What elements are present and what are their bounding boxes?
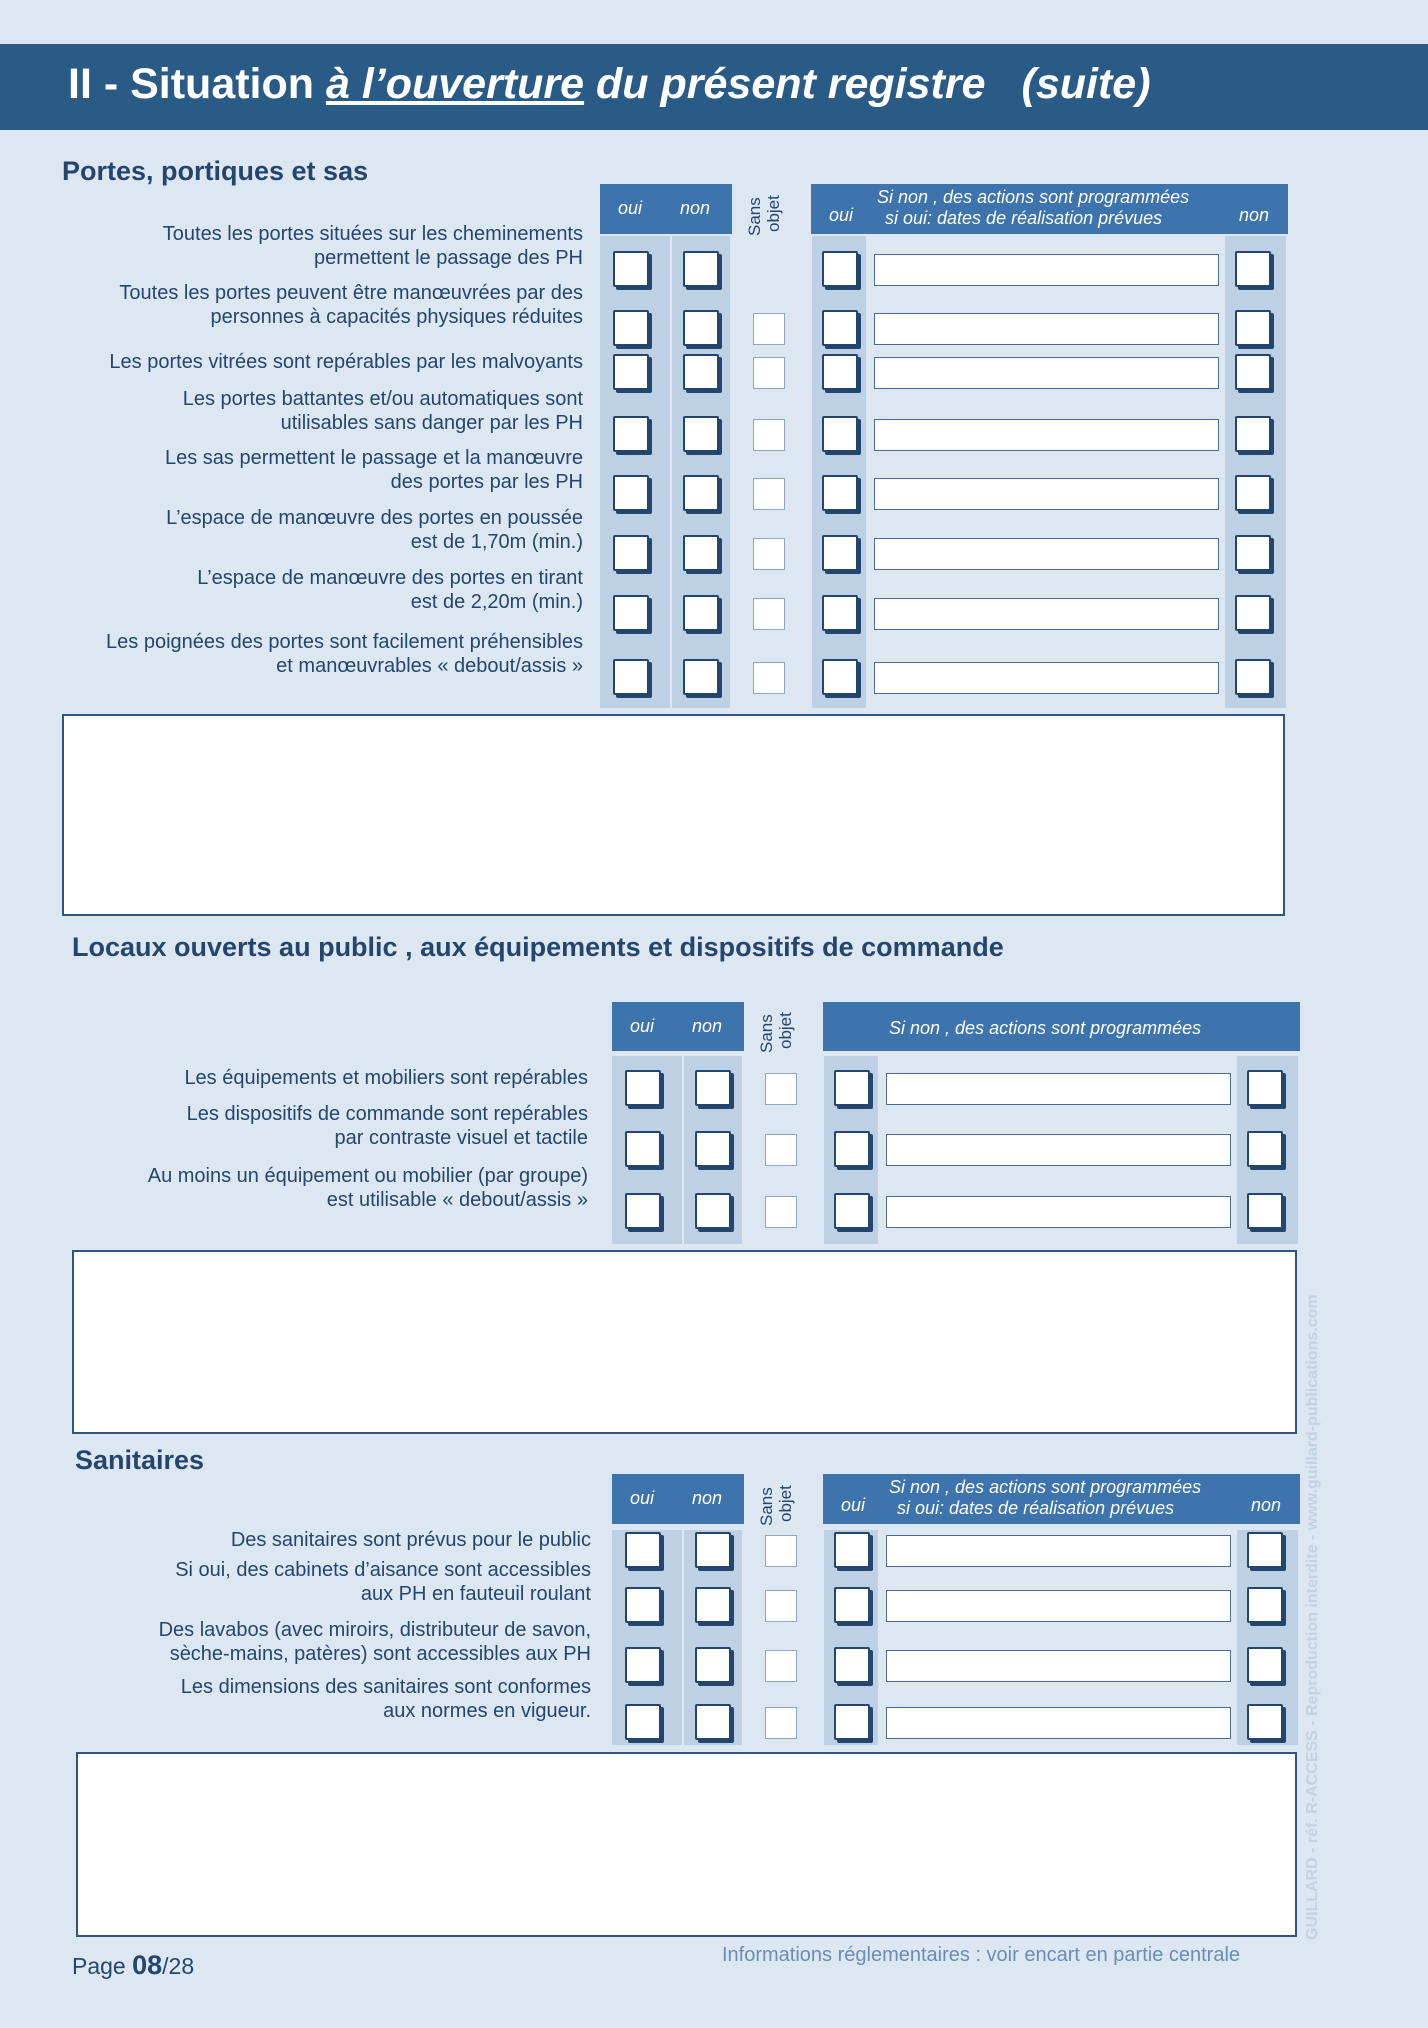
row-label: Les portes vitrées sont repérables par les malvoyants bbox=[109, 351, 583, 373]
checkbox-non[interactable] bbox=[683, 659, 719, 695]
checkbox-sans-objet[interactable] bbox=[765, 1535, 797, 1567]
checkbox-action-non[interactable] bbox=[1235, 535, 1271, 571]
checkbox-action-oui[interactable] bbox=[834, 1532, 870, 1568]
col-non2-bg bbox=[1225, 236, 1286, 708]
title-prefix: II - Situation bbox=[68, 60, 326, 108]
header-actions bbox=[823, 1474, 1300, 1524]
row-label: Les équipements et mobiliers sont repérables bbox=[184, 1067, 588, 1089]
date-field[interactable] bbox=[886, 1196, 1231, 1228]
checkbox-non[interactable] bbox=[695, 1131, 731, 1167]
notes-box[interactable] bbox=[62, 714, 1285, 916]
col-non-bg bbox=[672, 236, 730, 708]
header-sans-objet: Sans objet bbox=[745, 195, 783, 236]
checkbox-sans-objet[interactable] bbox=[753, 419, 785, 451]
row-label: Les dimensions des sanitaires sont conformes aux normes en vigueur. bbox=[180, 1676, 591, 1722]
header-actions-line1: Si non , des actions sont programmées bbox=[877, 187, 1190, 207]
header-oui2: oui bbox=[829, 205, 854, 225]
header-oui: oui bbox=[630, 1015, 655, 1036]
checkbox-oui[interactable] bbox=[613, 416, 649, 452]
date-field[interactable] bbox=[886, 1073, 1231, 1105]
checkbox-action-oui[interactable] bbox=[822, 310, 858, 346]
row-label: Des lavabos (avec miroirs, distributeur de savon, sèche-mains, patères) sont accessibles aux PH bbox=[158, 1619, 591, 1665]
checkbox-sans-objet[interactable] bbox=[765, 1590, 797, 1622]
date-field[interactable] bbox=[886, 1535, 1231, 1567]
header-actions bbox=[823, 1002, 1300, 1051]
title-suffix: (suite) bbox=[1021, 60, 1151, 108]
checkbox-sans-objet[interactable] bbox=[765, 1707, 797, 1739]
checkbox-non[interactable] bbox=[683, 475, 719, 511]
checkbox-non[interactable] bbox=[695, 1647, 731, 1683]
date-field[interactable] bbox=[874, 538, 1219, 570]
row-label: Toutes les portes peuvent être manœuvrées par des personnes à capacités physiques réduites bbox=[119, 282, 583, 328]
checkbox-action-oui[interactable] bbox=[822, 595, 858, 631]
checkbox-non[interactable] bbox=[683, 310, 719, 346]
checkbox-sans-objet[interactable] bbox=[753, 538, 785, 570]
checkbox-action-oui[interactable] bbox=[822, 475, 858, 511]
checkbox-non[interactable] bbox=[695, 1070, 731, 1106]
checkbox-oui[interactable] bbox=[625, 1070, 661, 1106]
date-field[interactable] bbox=[886, 1707, 1231, 1739]
checkbox-non[interactable] bbox=[683, 595, 719, 631]
header-oui: oui bbox=[630, 1488, 655, 1508]
checkbox-sans-objet[interactable] bbox=[753, 313, 785, 345]
date-field[interactable] bbox=[874, 419, 1219, 451]
page-banner bbox=[0, 44, 1428, 130]
checkbox-action-oui[interactable] bbox=[834, 1131, 870, 1167]
row-label: L’espace de manœuvre des portes en poussée est de 1,70m (min.) bbox=[166, 507, 583, 553]
row-label: Si oui, des cabinets d’aisance sont accessibles aux PH en fauteuil roulant bbox=[175, 1559, 591, 1605]
header-non: non bbox=[680, 198, 711, 218]
row-label: Au moins un équipement ou mobilier (par groupe) est utilisable « debout/assis » bbox=[147, 1165, 588, 1211]
header-sans-objet: Sans objet bbox=[757, 1012, 795, 1053]
checkbox-non[interactable] bbox=[683, 535, 719, 571]
checkbox-non[interactable] bbox=[695, 1193, 731, 1229]
checkbox-sans-objet[interactable] bbox=[753, 662, 785, 694]
checkbox-oui[interactable] bbox=[613, 535, 649, 571]
date-field[interactable] bbox=[886, 1134, 1231, 1166]
checkbox-oui[interactable] bbox=[613, 595, 649, 631]
checkbox-action-non[interactable] bbox=[1247, 1704, 1283, 1740]
checkbox-action-oui[interactable] bbox=[822, 251, 858, 287]
header-actions-line2: si oui: dates de réalisation prévues bbox=[885, 208, 1163, 228]
checkbox-sans-objet[interactable] bbox=[753, 478, 785, 510]
header-actions bbox=[811, 184, 1288, 234]
checkbox-action-non[interactable] bbox=[1247, 1587, 1283, 1623]
header-non: non bbox=[692, 1488, 723, 1508]
checkbox-oui[interactable] bbox=[625, 1532, 661, 1568]
checkbox-sans-objet[interactable] bbox=[753, 357, 785, 389]
checkbox-oui[interactable] bbox=[625, 1587, 661, 1623]
title-emphasis: à l’ouverture bbox=[325, 60, 585, 108]
checkbox-action-non[interactable] bbox=[1247, 1193, 1283, 1229]
row-label: Des sanitaires sont prévus pour le public bbox=[230, 1529, 591, 1551]
section-title: Portes, portiques et sas bbox=[62, 156, 369, 186]
title-middle: du présent registre bbox=[584, 60, 986, 108]
checkbox-non[interactable] bbox=[683, 354, 719, 390]
header-oui-non bbox=[600, 184, 732, 234]
header-oui2: oui bbox=[841, 1495, 866, 1515]
row-label: Toutes les portes situées sur les cheminements permettent le passage des PH bbox=[162, 223, 583, 269]
checkbox-action-non[interactable] bbox=[1247, 1070, 1283, 1106]
checkbox-sans-objet[interactable] bbox=[765, 1073, 797, 1105]
checkbox-sans-objet[interactable] bbox=[765, 1196, 797, 1228]
col-oui2-bg bbox=[812, 236, 866, 708]
checkbox-sans-objet[interactable] bbox=[765, 1650, 797, 1682]
header-actions-line2: si oui: dates de réalisation prévues bbox=[897, 1498, 1175, 1518]
date-field[interactable] bbox=[886, 1590, 1231, 1622]
checkbox-non[interactable] bbox=[695, 1587, 731, 1623]
col-oui-bg bbox=[600, 236, 670, 708]
checkbox-action-non[interactable] bbox=[1235, 659, 1271, 695]
checkbox-action-oui[interactable] bbox=[822, 416, 858, 452]
header-non2: non bbox=[1239, 205, 1270, 225]
row-label: Les sas permettent le passage et la manœuvre des portes par les PH bbox=[165, 447, 583, 493]
checkbox-action-non[interactable] bbox=[1235, 416, 1271, 452]
checkbox-action-non[interactable] bbox=[1235, 475, 1271, 511]
checkbox-action-non[interactable] bbox=[1247, 1532, 1283, 1568]
checkbox-action-oui[interactable] bbox=[834, 1193, 870, 1229]
row-label: Les poignées des portes sont facilement préhensibles et manœuvrables « debout/assis » bbox=[106, 631, 583, 677]
header-non: non bbox=[692, 1015, 723, 1036]
checkbox-action-non[interactable] bbox=[1235, 595, 1271, 631]
checkbox-action-non[interactable] bbox=[1235, 251, 1271, 287]
vertical-copyright: GUILLARD - réf. R-ACCESS - Reproduction interdite - www.guillard-publications.com bbox=[1304, 1294, 1321, 1940]
date-field[interactable] bbox=[874, 254, 1219, 286]
notes-box[interactable] bbox=[76, 1752, 1297, 1937]
header-sans-objet: Sans objet bbox=[757, 1485, 795, 1526]
row-label: Les dispositifs de commande sont repérables par contraste visuel et tactile bbox=[186, 1103, 588, 1149]
page-title bbox=[68, 60, 1151, 109]
row-label: Les portes battantes et/ou automatiques sont utilisables sans danger par les PH bbox=[182, 388, 583, 434]
header-oui: oui bbox=[618, 198, 643, 218]
date-field[interactable] bbox=[874, 598, 1219, 630]
row-label: L’espace de manœuvre des portes en tirant est de 2,20m (min.) bbox=[197, 567, 583, 613]
notes-box[interactable] bbox=[72, 1250, 1297, 1434]
checkbox-oui[interactable] bbox=[625, 1647, 661, 1683]
checkbox-oui[interactable] bbox=[625, 1704, 661, 1740]
header-actions-line1: Si non , des actions sont programmées bbox=[889, 1017, 1202, 1038]
checkbox-action-oui[interactable] bbox=[834, 1647, 870, 1683]
checkbox-action-non[interactable] bbox=[1235, 310, 1271, 346]
checkbox-action-oui[interactable] bbox=[822, 659, 858, 695]
checkbox-non[interactable] bbox=[683, 251, 719, 287]
checkbox-oui[interactable] bbox=[613, 659, 649, 695]
checkbox-action-oui[interactable] bbox=[834, 1587, 870, 1623]
footer-info: Informations réglementaires : voir encart en partie centrale bbox=[722, 1944, 1241, 1966]
date-field[interactable] bbox=[874, 313, 1219, 345]
checkbox-non[interactable] bbox=[683, 416, 719, 452]
section-title: Sanitaires bbox=[75, 1445, 205, 1475]
checkbox-oui[interactable] bbox=[613, 354, 649, 390]
checkbox-oui[interactable] bbox=[613, 310, 649, 346]
header-non2: non bbox=[1251, 1495, 1282, 1515]
checkbox-oui[interactable] bbox=[625, 1131, 661, 1167]
header-oui-non bbox=[612, 1002, 744, 1051]
checkbox-action-oui[interactable] bbox=[822, 535, 858, 571]
checkbox-sans-objet[interactable] bbox=[765, 1134, 797, 1166]
checkbox-action-non[interactable] bbox=[1247, 1131, 1283, 1167]
checkbox-non[interactable] bbox=[695, 1532, 731, 1568]
header-oui-non bbox=[612, 1474, 744, 1524]
checkbox-action-non[interactable] bbox=[1235, 354, 1271, 390]
checkbox-action-oui[interactable] bbox=[822, 354, 858, 390]
checkbox-oui[interactable] bbox=[625, 1193, 661, 1229]
checkbox-non[interactable] bbox=[695, 1704, 731, 1740]
date-field[interactable] bbox=[874, 478, 1219, 510]
date-field[interactable] bbox=[886, 1650, 1231, 1682]
checkbox-action-oui[interactable] bbox=[834, 1070, 870, 1106]
header-actions-line1: Si non , des actions sont programmées bbox=[889, 1477, 1202, 1497]
checkbox-sans-objet[interactable] bbox=[753, 598, 785, 630]
section-title: Locaux ouverts au public , aux équipements et dispositifs de commande bbox=[72, 932, 1004, 962]
checkbox-oui[interactable] bbox=[613, 251, 649, 287]
page-number: Page 08/28 bbox=[72, 1950, 195, 1980]
date-field[interactable] bbox=[874, 357, 1219, 389]
checkbox-action-non[interactable] bbox=[1247, 1647, 1283, 1683]
checkbox-oui[interactable] bbox=[613, 475, 649, 511]
checkbox-action-oui[interactable] bbox=[834, 1704, 870, 1740]
date-field[interactable] bbox=[874, 662, 1219, 694]
